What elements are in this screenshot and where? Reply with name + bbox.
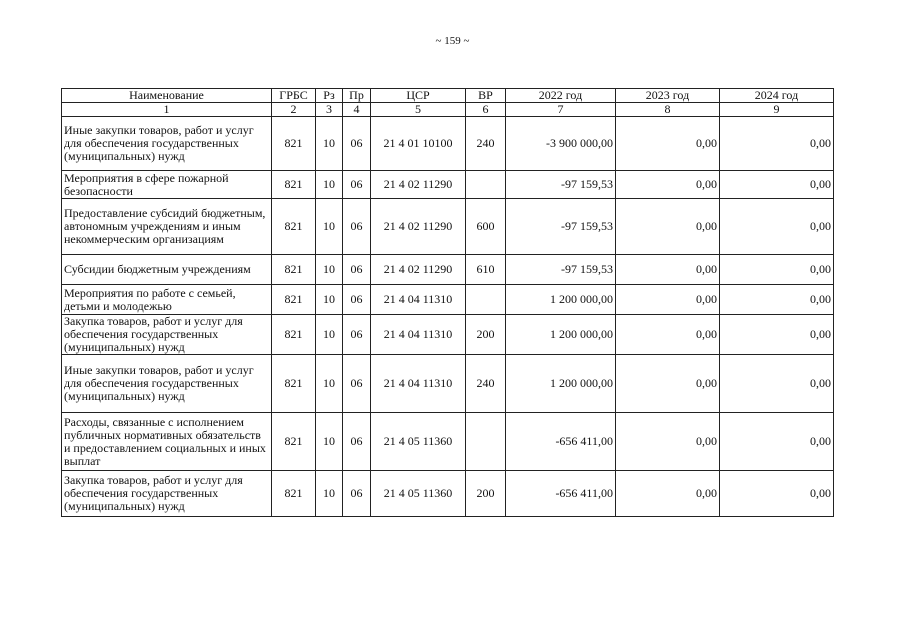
row-pr: 06 bbox=[343, 355, 371, 413]
row-grbs: 821 bbox=[272, 171, 316, 199]
column-number: 8 bbox=[616, 103, 720, 117]
row-name: Мероприятия по работе с семьей, детьми и молодежью bbox=[62, 285, 272, 315]
table-row bbox=[62, 315, 834, 355]
row-csr: 21 4 01 10100 bbox=[371, 117, 466, 171]
row-pr: 06 bbox=[343, 117, 371, 171]
row-2024: 0,00 bbox=[720, 471, 834, 517]
row-grbs: 821 bbox=[272, 117, 316, 171]
row-rz: 10 bbox=[316, 199, 343, 255]
header-name: Наименование bbox=[62, 89, 272, 103]
row-2023: 0,00 bbox=[616, 171, 720, 199]
header-csr: ЦСР bbox=[371, 89, 466, 103]
row-2023: 0,00 bbox=[616, 199, 720, 255]
row-vr: 200 bbox=[466, 315, 506, 355]
row-2024: 0,00 bbox=[720, 117, 834, 171]
row-grbs: 821 bbox=[272, 471, 316, 517]
column-number: 3 bbox=[316, 103, 343, 117]
row-2024: 0,00 bbox=[720, 285, 834, 315]
row-rz: 10 bbox=[316, 285, 343, 315]
row-name: Закупка товаров, работ и услуг для обеспечения государственных (муниципальных) нужд bbox=[62, 315, 272, 355]
row-2024: 0,00 bbox=[720, 199, 834, 255]
header-vr: ВР bbox=[466, 89, 506, 103]
row-grbs: 821 bbox=[272, 355, 316, 413]
row-2022: -3 900 000,00 bbox=[506, 117, 616, 171]
row-csr: 21 4 05 11360 bbox=[371, 413, 466, 471]
row-csr: 21 4 02 11290 bbox=[371, 199, 466, 255]
column-number: 4 bbox=[343, 103, 371, 117]
column-number: 2 bbox=[272, 103, 316, 117]
row-2022: -97 159,53 bbox=[506, 255, 616, 285]
header-row bbox=[62, 89, 834, 103]
row-pr: 06 bbox=[343, 285, 371, 315]
row-2024: 0,00 bbox=[720, 171, 834, 199]
table-row bbox=[62, 355, 834, 413]
row-name: Закупка товаров, работ и услуг для обеспечения государственных (муниципальных) нужд bbox=[62, 471, 272, 517]
row-csr: 21 4 02 11290 bbox=[371, 171, 466, 199]
row-name: Мероприятия в сфере пожарной безопасности bbox=[62, 171, 272, 199]
page-number: ~ 159 ~ bbox=[435, 35, 470, 47]
row-name: Иные закупки товаров, работ и услуг для обеспечения государственных (муниципальных) нужд bbox=[62, 117, 272, 171]
row-csr: 21 4 04 11310 bbox=[371, 315, 466, 355]
header-pr: Пр bbox=[343, 89, 371, 103]
row-name: Предоставление субсидий бюджетным, автономным учреждениям и иным некоммерческим организациям bbox=[62, 199, 272, 255]
row-2022: 1 200 000,00 bbox=[506, 315, 616, 355]
row-vr: 240 bbox=[466, 117, 506, 171]
row-pr: 06 bbox=[343, 471, 371, 517]
column-number: 5 bbox=[371, 103, 466, 117]
row-rz: 10 bbox=[316, 315, 343, 355]
row-pr: 06 bbox=[343, 199, 371, 255]
row-2023: 0,00 bbox=[616, 255, 720, 285]
row-pr: 06 bbox=[343, 171, 371, 199]
row-pr: 06 bbox=[343, 413, 371, 471]
row-name: Субсидии бюджетным учреждениям bbox=[62, 255, 272, 285]
row-2022: -656 411,00 bbox=[506, 471, 616, 517]
row-2023: 0,00 bbox=[616, 355, 720, 413]
row-2024: 0,00 bbox=[720, 413, 834, 471]
row-2023: 0,00 bbox=[616, 285, 720, 315]
row-pr: 06 bbox=[343, 315, 371, 355]
row-2022: 1 200 000,00 bbox=[506, 285, 616, 315]
table-row bbox=[62, 471, 834, 517]
column-number: 6 bbox=[466, 103, 506, 117]
row-2024: 0,00 bbox=[720, 315, 834, 355]
row-rz: 10 bbox=[316, 117, 343, 171]
row-vr: 240 bbox=[466, 355, 506, 413]
column-number: 7 bbox=[506, 103, 616, 117]
table-row bbox=[62, 285, 834, 315]
row-rz: 10 bbox=[316, 413, 343, 471]
header-rz: Рз bbox=[316, 89, 343, 103]
budget-table bbox=[61, 88, 834, 517]
table-row bbox=[62, 255, 834, 285]
row-grbs: 821 bbox=[272, 199, 316, 255]
row-grbs: 821 bbox=[272, 255, 316, 285]
row-rz: 10 bbox=[316, 171, 343, 199]
row-pr: 06 bbox=[343, 255, 371, 285]
row-2023: 0,00 bbox=[616, 315, 720, 355]
row-2024: 0,00 bbox=[720, 355, 834, 413]
row-vr bbox=[466, 171, 506, 199]
table-row bbox=[62, 413, 834, 471]
row-csr: 21 4 04 11310 bbox=[371, 285, 466, 315]
row-vr: 600 bbox=[466, 199, 506, 255]
row-csr: 21 4 02 11290 bbox=[371, 255, 466, 285]
row-rz: 10 bbox=[316, 255, 343, 285]
row-vr bbox=[466, 285, 506, 315]
row-name: Расходы, связанные с исполнением публичных нормативных обязательств и предоставлением социальных и иных выплат bbox=[62, 413, 272, 471]
row-2022: -97 159,53 bbox=[506, 171, 616, 199]
row-name: Иные закупки товаров, работ и услуг для обеспечения государственных (муниципальных) нужд bbox=[62, 355, 272, 413]
row-rz: 10 bbox=[316, 355, 343, 413]
row-2022: -656 411,00 bbox=[506, 413, 616, 471]
row-2023: 0,00 bbox=[616, 471, 720, 517]
row-vr: 200 bbox=[466, 471, 506, 517]
table-row bbox=[62, 199, 834, 255]
row-vr bbox=[466, 413, 506, 471]
header-2022: 2022 год bbox=[506, 89, 616, 103]
table-row bbox=[62, 171, 834, 199]
row-2022: 1 200 000,00 bbox=[506, 355, 616, 413]
column-number: 9 bbox=[720, 103, 834, 117]
row-csr: 21 4 05 11360 bbox=[371, 471, 466, 517]
row-2022: -97 159,53 bbox=[506, 199, 616, 255]
column-number: 1 bbox=[62, 103, 272, 117]
row-2023: 0,00 bbox=[616, 413, 720, 471]
table-row bbox=[62, 117, 834, 171]
row-2023: 0,00 bbox=[616, 117, 720, 171]
row-csr: 21 4 04 11310 bbox=[371, 355, 466, 413]
row-vr: 610 bbox=[466, 255, 506, 285]
header-2023: 2023 год bbox=[616, 89, 720, 103]
row-grbs: 821 bbox=[272, 413, 316, 471]
header-2024: 2024 год bbox=[720, 89, 834, 103]
row-rz: 10 bbox=[316, 471, 343, 517]
header-grbs: ГРБС bbox=[272, 89, 316, 103]
row-grbs: 821 bbox=[272, 315, 316, 355]
row-grbs: 821 bbox=[272, 285, 316, 315]
column-number-row bbox=[62, 103, 834, 117]
row-2024: 0,00 bbox=[720, 255, 834, 285]
